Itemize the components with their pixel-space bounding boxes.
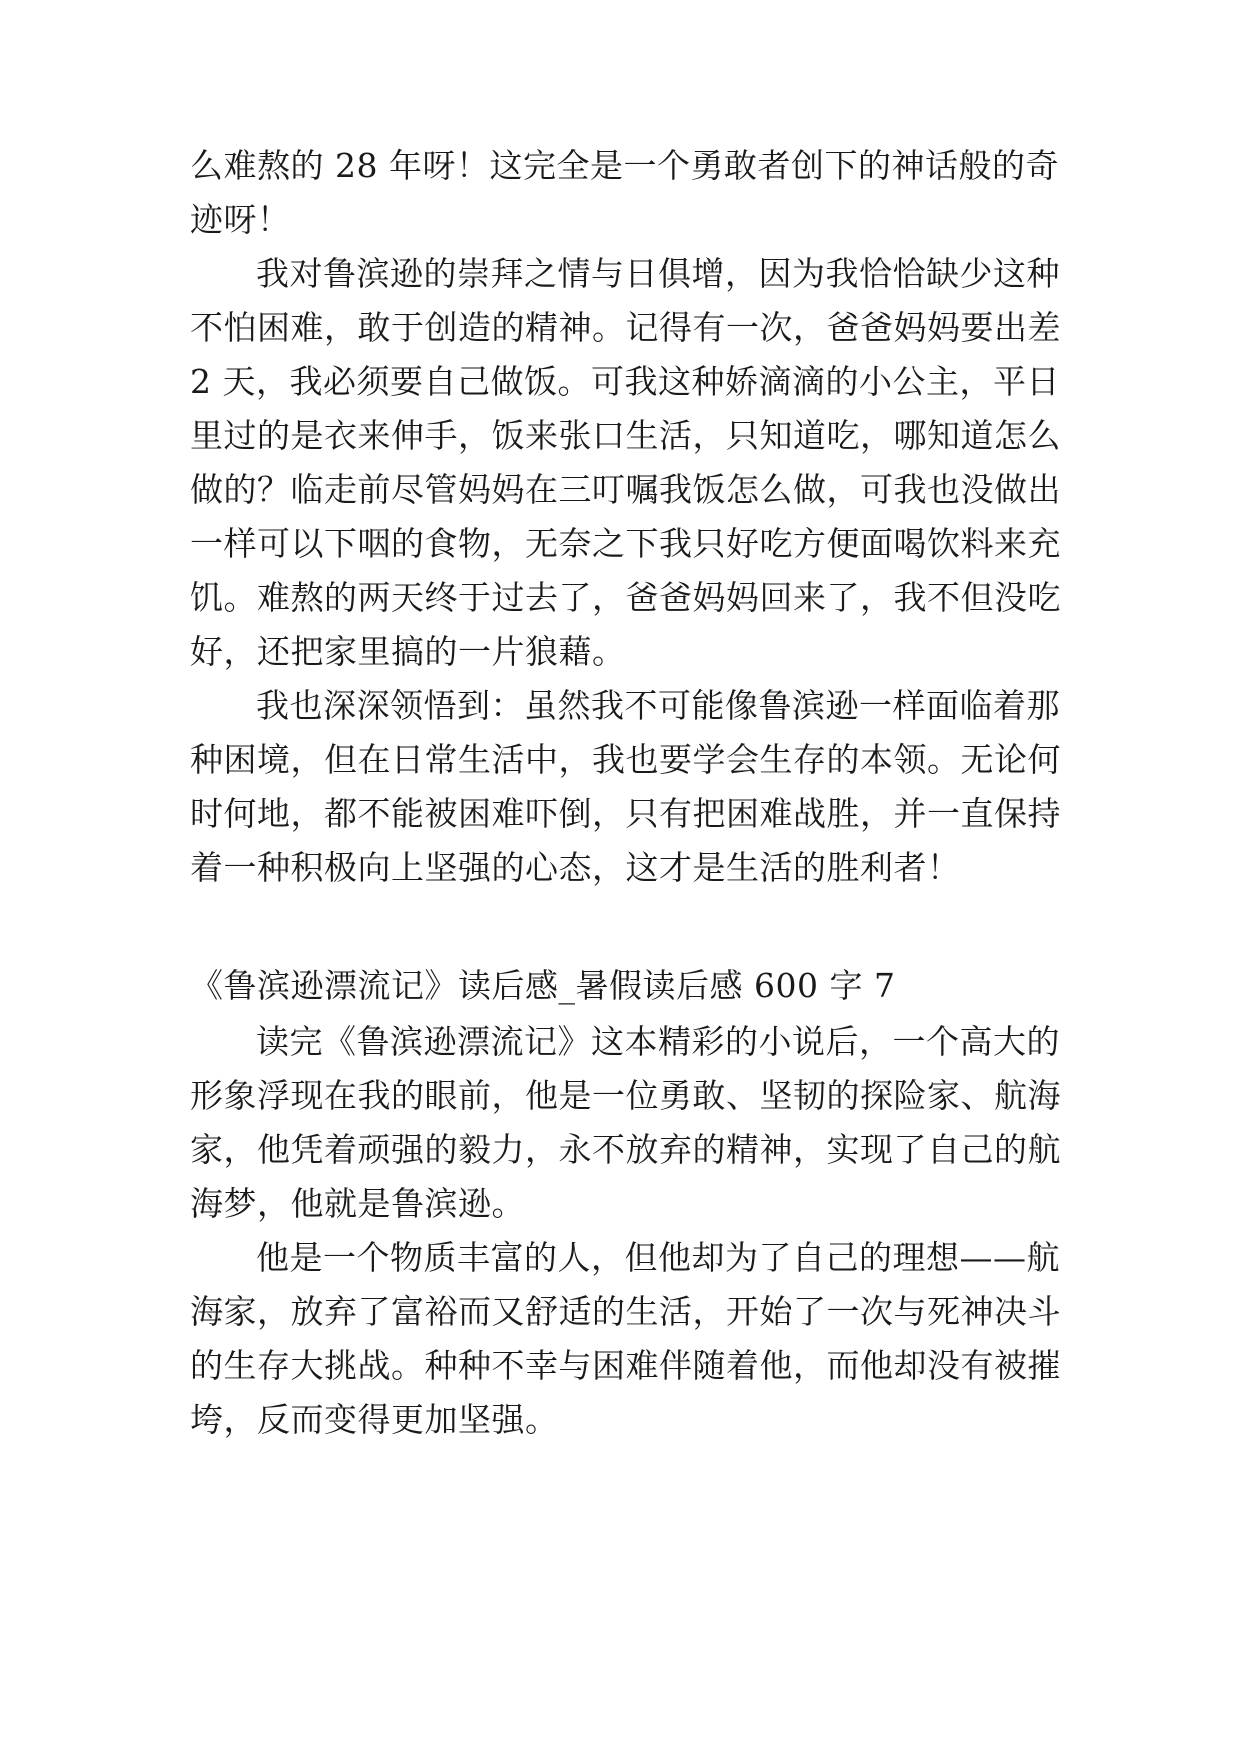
paragraph-first-line: 我对鲁滨逊的崇拜之情与日俱增，因为我恰恰缺少这种 [256, 254, 1060, 293]
paragraph-line: 2 天，我必须要自己做饭。可我这种娇滴滴的小公主，平日 [190, 362, 1060, 401]
paragraph-first-line: 读完《鲁滨逊漂流记》这本精彩的小说后，一个高大的 [256, 1022, 1060, 1061]
paragraph-line: 着一种积极向上坚强的心态，这才是生活的胜利者！ [190, 848, 961, 887]
paragraph-line: 里过的是衣来伸手，饭来张口生活，只知道吃，哪知道怎么 [190, 416, 1061, 455]
paragraph-line: 时何地，都不能被困难吓倒，只有把困难战胜，并一直保持 [190, 794, 1061, 833]
paragraph-line: 做的？临走前尽管妈妈在三叮嘱我饭怎么做，可我也没做出 [190, 470, 1061, 509]
section-title: 《鲁滨逊漂流记》读后感_暑假读后感 600 字 7 [190, 966, 896, 1005]
paragraph-line: 饥。难熬的两天终于过去了，爸爸妈妈回来了，我不但没吃 [190, 578, 1061, 617]
paragraph-line: 好，还把家里搞的一片狼藉。 [190, 632, 626, 671]
paragraph-line: 海家，放弃了富裕而又舒适的生活，开始了一次与死神决斗 [190, 1292, 1061, 1331]
paragraph-line: 垮，反而变得更加坚强。 [190, 1400, 559, 1439]
paragraph-line: 家，他凭着顽强的毅力，永不放弃的精神，实现了自己的航 [190, 1130, 1061, 1169]
paragraph-line: 迹呀！ [190, 200, 291, 239]
paragraph-line: 的生存大挑战。种种不幸与困难伴随着他，而他却没有被摧 [190, 1346, 1061, 1385]
paragraph-line: 么难熬的 28 年呀！这完全是一个勇敢者创下的神话般的奇 [190, 146, 1059, 185]
paragraph-line: 一样可以下咽的食物，无奈之下我只好吃方便面喝饮料来充 [190, 524, 1061, 563]
paragraph-first-line: 我也深深领悟到：虽然我不可能像鲁滨逊一样面临着那 [256, 686, 1060, 725]
paragraph-line: 形象浮现在我的眼前，他是一位勇敢、坚韧的探险家、航海 [190, 1076, 1061, 1115]
paragraph-line: 种困境，但在日常生活中，我也要学会生存的本领。无论何 [190, 740, 1061, 779]
paragraph-line: 不怕困难，敢于创造的精神。记得有一次，爸爸妈妈要出差 [190, 308, 1061, 347]
paragraph-line: 海梦，他就是鲁滨逊。 [190, 1184, 525, 1223]
paragraph-first-line: 他是一个物质丰富的人，但他却为了自己的理想——航 [256, 1238, 1060, 1277]
